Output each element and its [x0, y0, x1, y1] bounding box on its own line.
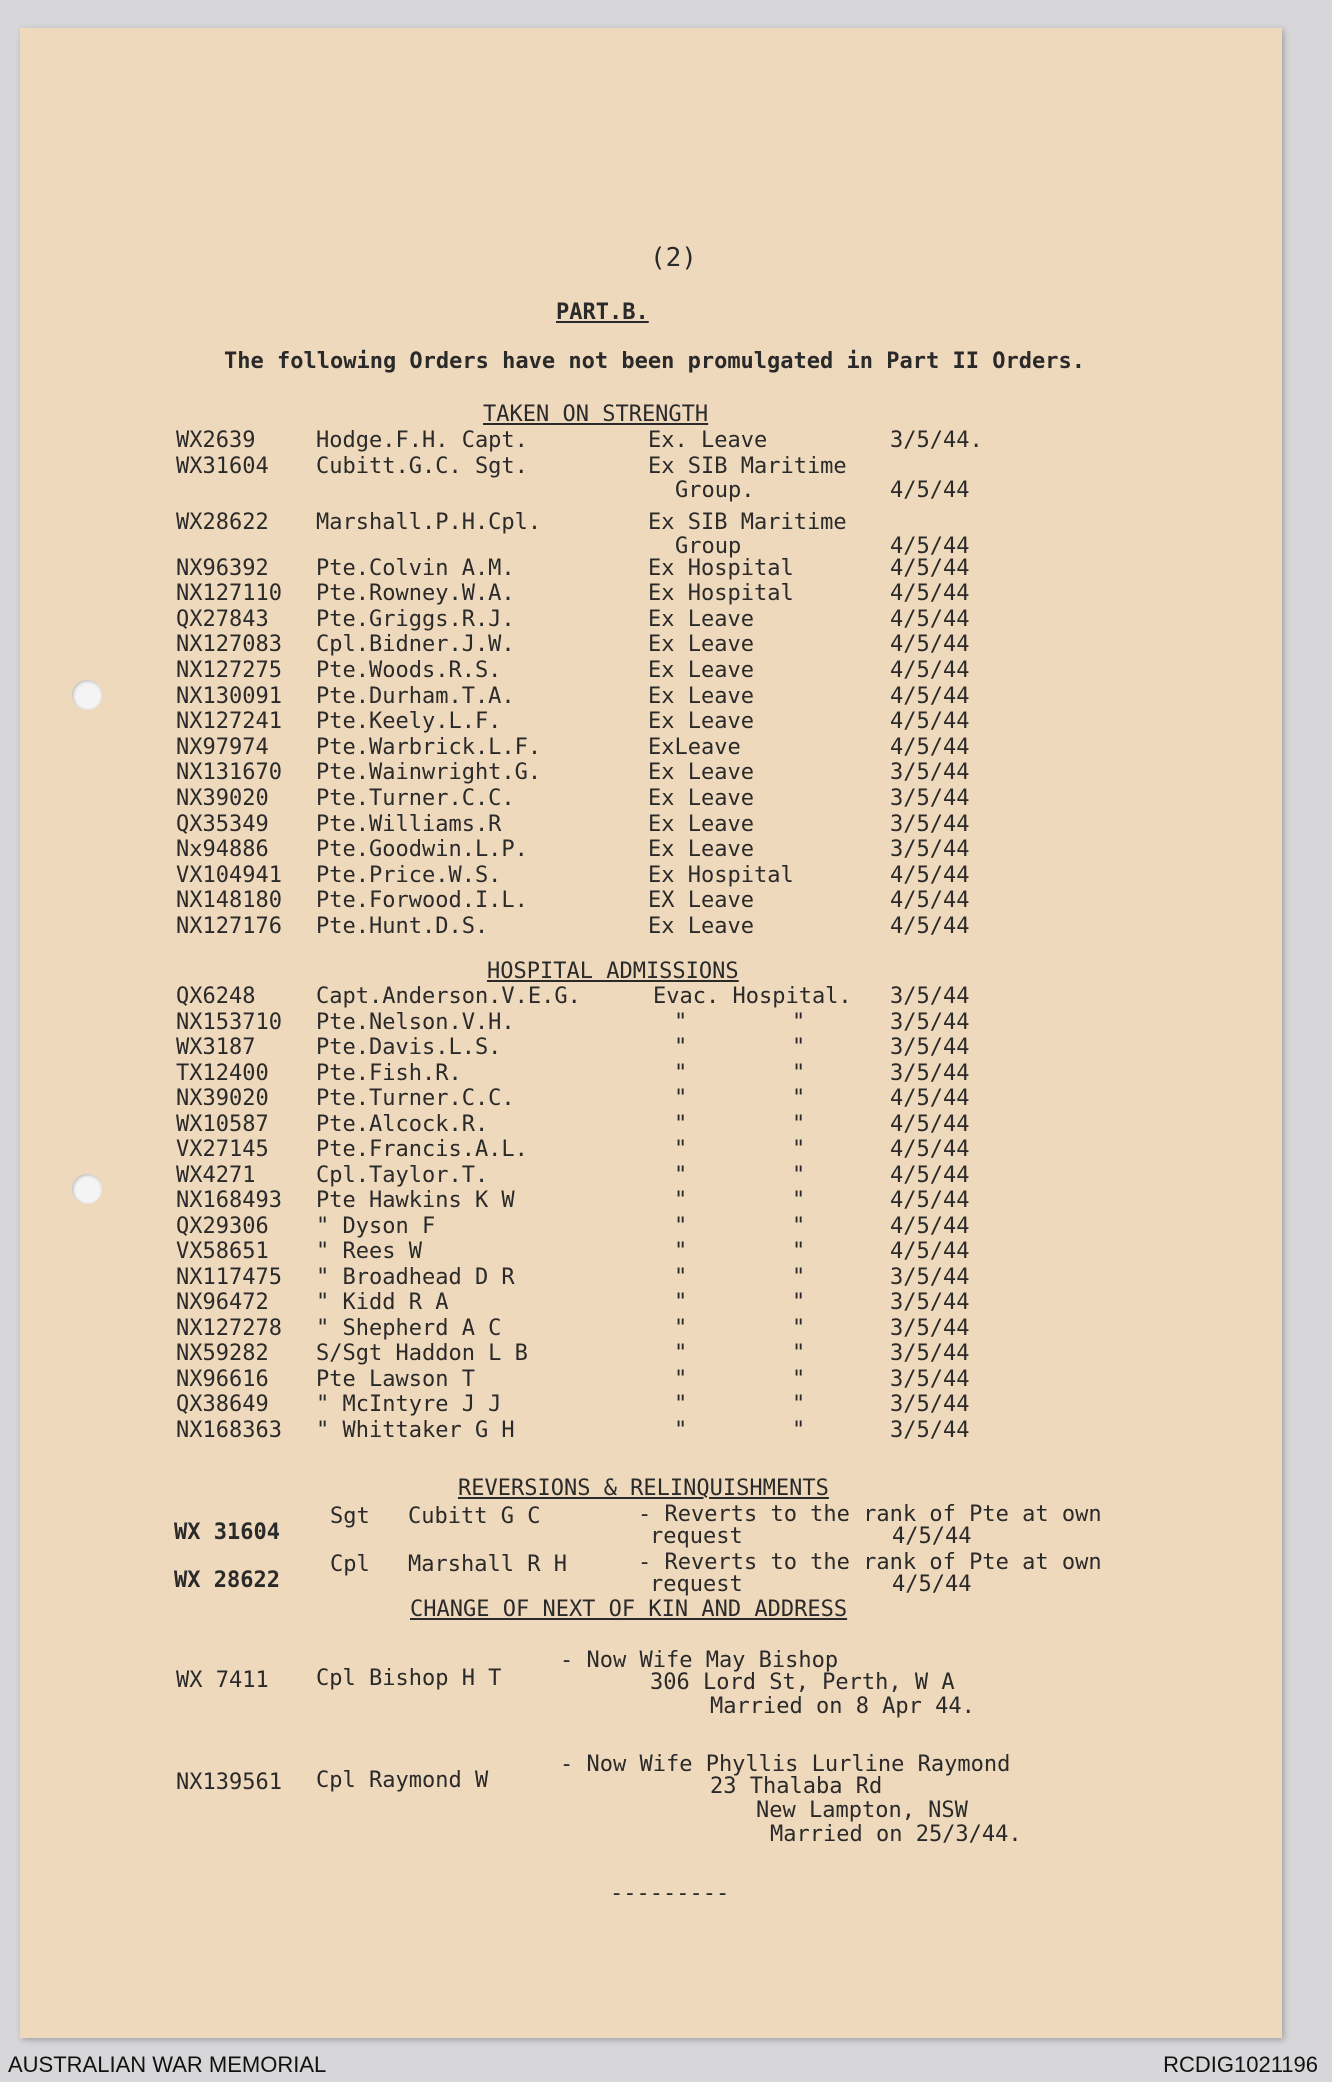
from-unit: Ex Leave [648, 658, 754, 683]
member-name: Pte.Nelson.V.H. [316, 1009, 515, 1035]
from-unit: Ex SIB Maritime [648, 509, 847, 535]
admitted-to: Evac. Hospital. [653, 984, 852, 1009]
ditto-mark: " [674, 1417, 688, 1443]
ditto-mark: " [792, 1341, 806, 1366]
effective-date: 3/5/44 [890, 786, 970, 811]
admission-date: 4/5/44 [890, 1239, 970, 1264]
from-unit-line2: Group [675, 533, 742, 559]
from-unit: Ex Leave [648, 760, 754, 786]
ditto-mark: " [792, 1392, 806, 1417]
effective-date: 4/5/44 [890, 683, 970, 709]
ditto-mark: " [674, 1264, 688, 1290]
service-number: Nx94886 [176, 837, 269, 863]
tos-row [20, 890, 1282, 916]
next-of-kin-heading: CHANGE OF NEXT OF KIN AND ADDRESS [410, 1597, 848, 1622]
hospital-row [20, 1315, 1282, 1344]
ditto-mark: " [792, 1366, 806, 1392]
ditto-mark: " [674, 1392, 688, 1417]
tos-row [20, 762, 1282, 788]
service-number: WX2639 [176, 428, 256, 453]
reversions-heading: REVERSIONS & RELINQUISHMENTS [458, 1476, 829, 1501]
tos-row [20, 683, 1282, 712]
ditto-mark: " [792, 1060, 806, 1086]
service-number: WX 7411 [176, 1668, 269, 1693]
effective-date: 3/5/44. [890, 428, 983, 453]
ditto-mark: " [674, 1213, 688, 1239]
service-number: QX38649 [176, 1392, 269, 1417]
effective-date: 4/5/44 [890, 581, 970, 607]
member-name: " Dyson F [316, 1213, 436, 1239]
member-name: Pte.Turner.C.C. [316, 1086, 515, 1111]
effective-date: 4/5/44 [890, 709, 970, 735]
hospital-row [20, 1394, 1282, 1420]
ditto-mark: " [674, 1315, 688, 1341]
ditto-mark: " [792, 1162, 806, 1188]
effective-date: 4/5/44 [892, 1572, 972, 1597]
member-name: Pte.Turner.C.C. [316, 786, 515, 811]
ditto-mark: " [792, 1290, 806, 1315]
ditto-mark: " [674, 1060, 688, 1086]
service-number: NX97974 [176, 734, 269, 760]
from-unit: Ex Leave [648, 683, 754, 709]
ditto-mark: " [792, 1264, 806, 1290]
from-unit: Ex Leave [648, 837, 754, 863]
service-number: NX127176 [176, 914, 282, 939]
ditto-mark: " [674, 1366, 688, 1392]
service-number: WX31604 [176, 453, 269, 479]
service-number: NX130091 [176, 683, 282, 709]
admission-date: 4/5/44 [890, 1162, 970, 1188]
from-unit: Ex Leave [648, 709, 754, 735]
from-unit: ExLeave [648, 734, 741, 760]
ditto-mark: " [674, 1009, 688, 1035]
from-unit-line2: Group. [675, 477, 755, 503]
tos-row [20, 916, 1282, 942]
hospital-row [20, 1162, 1282, 1191]
service-number: WX3187 [176, 1035, 256, 1060]
member-name: " Shepherd A C [316, 1315, 502, 1341]
member-name: Capt.Anderson.V.E.G. [316, 984, 581, 1009]
hospital-row [20, 1111, 1282, 1140]
admission-date: 4/5/44 [890, 1213, 970, 1239]
effective-date: 3/5/44 [890, 837, 970, 863]
admission-date: 3/5/44 [890, 1290, 970, 1315]
member-name: Cubitt G C [408, 1504, 541, 1529]
ditto-mark: " [674, 1188, 688, 1213]
member-name: " Kidd R A [316, 1290, 449, 1315]
ditto-mark: " [792, 1009, 806, 1035]
tos-row [20, 811, 1282, 840]
member-name: Marshall.P.H.Cpl. [316, 509, 542, 535]
tos-row [20, 430, 1282, 456]
member-name: Pte.Price.W.S. [316, 862, 502, 888]
service-number: NX39020 [176, 1086, 269, 1111]
address-line: 23 Thalaba Rd [710, 1774, 883, 1799]
tos-row [20, 453, 1282, 506]
from-unit: Ex Leave [648, 632, 754, 658]
intro-text: The following Orders have not been promulgated in Part II Orders. [224, 349, 1085, 374]
admission-date: 3/5/44 [890, 1392, 970, 1417]
reversion-text: - Reverts to the rank of Pte at own [638, 1502, 1102, 1527]
ditto-mark: " [674, 1035, 688, 1060]
hospital-row [20, 1343, 1282, 1369]
ditto-mark: " [792, 1213, 806, 1239]
hospital-row [20, 1088, 1282, 1114]
hospital-row [20, 1009, 1282, 1038]
effective-date: 4/5/44 [890, 606, 970, 632]
admission-date: 3/5/44 [890, 1341, 970, 1366]
address-line: Married on 25/3/44. [770, 1822, 1022, 1847]
service-number: NX127110 [176, 581, 282, 607]
ditto-mark: " [674, 1341, 688, 1366]
service-number: WX 28622 [174, 1568, 280, 1593]
ditto-mark: " [792, 1111, 806, 1137]
ditto-mark: " [674, 1239, 688, 1264]
ditto-mark: " [674, 1290, 688, 1315]
service-number: NX127275 [176, 658, 282, 683]
tos-row [20, 788, 1282, 814]
admission-date: 3/5/44 [890, 1315, 970, 1341]
service-number: NX96392 [176, 555, 269, 581]
from-unit: Ex Hospital [648, 555, 794, 581]
effective-date: 4/5/44 [890, 555, 970, 581]
effective-date: 4/5/44 [890, 914, 970, 939]
address-line: Married on 8 Apr 44. [710, 1694, 975, 1719]
service-number: QX6248 [176, 984, 256, 1009]
service-number: VX58651 [176, 1239, 269, 1264]
service-number: NX96616 [176, 1366, 269, 1392]
member-name: Cpl Bishop H T [316, 1666, 502, 1691]
admission-date: 3/5/44 [890, 1035, 970, 1060]
member-name: Pte.Colvin A.M. [316, 555, 515, 581]
member-name: Pte.Griggs.R.J. [316, 606, 515, 632]
member-name: Pte.Hunt.D.S. [316, 914, 489, 939]
service-number: VX27145 [176, 1137, 269, 1162]
effective-date: 4/5/44 [890, 477, 970, 503]
effective-date: 4/5/44 [890, 888, 970, 914]
service-number: WX 31604 [174, 1520, 280, 1545]
from-unit: Ex Hospital [648, 581, 794, 607]
footer-archive-name: AUSTRALIAN WAR MEMORIAL [8, 2052, 327, 2077]
member-name: Pte.Rowney.W.A. [316, 581, 515, 607]
service-number: WX10587 [176, 1111, 269, 1137]
reversion-text-line2: request [650, 1524, 743, 1549]
member-name: Pte.Wainwright.G. [316, 760, 542, 786]
address-line: 306 Lord St, Perth, W A [650, 1670, 955, 1695]
from-unit: EX Leave [648, 888, 754, 914]
member-name: S/Sgt Haddon L B [316, 1341, 528, 1366]
from-unit: Ex Leave [648, 606, 754, 632]
document-page [20, 28, 1282, 2038]
service-number: NX168493 [176, 1188, 282, 1213]
service-number: NX168363 [176, 1417, 282, 1443]
effective-date: 4/5/44 [890, 658, 970, 683]
admission-date: 4/5/44 [890, 1086, 970, 1111]
member-name: Pte.Durham.T.A. [316, 683, 515, 709]
member-name: Cubitt.G.C. Sgt. [316, 453, 528, 479]
tos-row [20, 862, 1282, 891]
service-number: NX153710 [176, 1009, 282, 1035]
end-marker: --------- [610, 1881, 730, 1906]
page-number: (2) [650, 243, 697, 273]
service-number: QX27843 [176, 606, 269, 632]
member-name: Hodge.F.H. Capt. [316, 428, 528, 453]
tos-row [20, 839, 1282, 865]
hospital-row [20, 1213, 1282, 1242]
tos-row [20, 555, 1282, 584]
tos-row [20, 606, 1282, 635]
tos-row [20, 583, 1282, 609]
ditto-mark: " [792, 1035, 806, 1060]
service-number: NX127083 [176, 632, 282, 658]
member-name: Pte.Goodwin.L.P. [316, 837, 528, 863]
hospital-row [20, 1241, 1282, 1267]
service-number: WX28622 [176, 509, 269, 535]
next-of-kin-text: - Now Wife Phyllis Lurline Raymond [560, 1752, 1011, 1777]
ditto-mark: " [674, 1162, 688, 1188]
service-number: QX35349 [176, 811, 269, 837]
member-name: Pte.Davis.L.S. [316, 1035, 502, 1060]
member-name: Pte.Williams.R [316, 811, 502, 837]
service-number: NX148180 [176, 888, 282, 914]
service-number: TX12400 [176, 1060, 269, 1086]
admission-date: 3/5/44 [890, 1417, 970, 1443]
ditto-mark: " [792, 1417, 806, 1443]
member-name: " McIntyre J J [316, 1392, 502, 1417]
from-unit: Ex Leave [648, 914, 754, 939]
tos-row [20, 660, 1282, 686]
ditto-mark: " [792, 1086, 806, 1111]
member-name: Pte.Forwood.I.L. [316, 888, 528, 914]
admission-date: 4/5/44 [890, 1111, 970, 1137]
effective-date: 3/5/44 [890, 811, 970, 837]
member-name: Cpl Raymond W [316, 1768, 489, 1793]
service-number: NX96472 [176, 1290, 269, 1315]
from-unit: Ex Leave [648, 786, 754, 811]
effective-date: 4/5/44 [890, 632, 970, 658]
address-line: New Lampton, NSW [756, 1798, 968, 1823]
service-number: VX104941 [176, 862, 282, 888]
service-number: NX39020 [176, 786, 269, 811]
admission-date: 3/5/44 [890, 1366, 970, 1392]
reversion-text-line2: request [650, 1572, 743, 1597]
hospital-row [20, 1139, 1282, 1165]
member-name: Pte.Fish.R. [316, 1060, 462, 1086]
ditto-mark: " [792, 1137, 806, 1162]
admission-date: 4/5/44 [890, 1137, 970, 1162]
member-name: Cpl.Taylor.T. [316, 1162, 489, 1188]
rank: Sgt [330, 1504, 370, 1529]
ditto-mark: " [674, 1137, 688, 1162]
service-number: QX29306 [176, 1213, 269, 1239]
tos-row [20, 634, 1282, 660]
hospital-row [20, 1292, 1282, 1318]
hospital-row [20, 1190, 1282, 1216]
service-number: NX131670 [176, 760, 282, 786]
ditto-mark: " [674, 1086, 688, 1111]
member-name: Pte Hawkins K W [316, 1188, 515, 1213]
reversion-text: - Reverts to the rank of Pte at own [638, 1550, 1102, 1575]
hospital-row [20, 1060, 1282, 1089]
footer-record-id: RCDIG1021196 [1163, 2052, 1318, 2077]
hospital-admissions-heading: HOSPITAL ADMISSIONS [487, 959, 739, 984]
taken-on-strength-heading: TAKEN ON STRENGTH [483, 402, 709, 427]
hospital-row [20, 1417, 1282, 1446]
hospital-row [20, 1264, 1282, 1293]
member-name: Pte.Woods.R.S. [316, 658, 502, 683]
ditto-mark: " [792, 1239, 806, 1264]
effective-date: 4/5/44 [890, 862, 970, 888]
from-unit: Ex. Leave [648, 428, 768, 453]
tos-row [20, 509, 1282, 562]
service-number: NX59282 [176, 1341, 269, 1366]
rank: Cpl [330, 1552, 370, 1577]
member-name: Cpl.Bidner.J.W. [316, 632, 515, 658]
service-number: NX139561 [176, 1770, 282, 1795]
member-name: Pte Lawson T [316, 1366, 475, 1392]
member-name: Pte.Alcock.R. [316, 1111, 489, 1137]
next-of-kin-text: - Now Wife May Bishop [560, 1648, 839, 1673]
member-name: " Broadhead D R [316, 1264, 515, 1290]
tos-row [20, 711, 1282, 737]
ditto-mark: " [792, 1188, 806, 1213]
service-number: NX127278 [176, 1315, 282, 1341]
from-unit: Ex Leave [648, 811, 754, 837]
effective-date: 4/5/44 [892, 1524, 972, 1549]
member-name: " Whittaker G H [316, 1417, 515, 1443]
admission-date: 3/5/44 [890, 984, 970, 1009]
hospital-row [20, 986, 1282, 1012]
service-number: WX4271 [176, 1162, 256, 1188]
service-number: NX117475 [176, 1264, 282, 1290]
admission-date: 4/5/44 [890, 1188, 970, 1213]
hospital-row [20, 1366, 1282, 1395]
from-unit: Ex Hospital [648, 862, 794, 888]
admission-date: 3/5/44 [890, 1009, 970, 1035]
effective-date: 3/5/44 [890, 760, 970, 786]
tos-row [20, 734, 1282, 763]
part-title: PART.B. [556, 300, 649, 325]
admission-date: 3/5/44 [890, 1264, 970, 1290]
member-name: Pte.Warbrick.L.F. [316, 734, 542, 760]
member-name: " Rees W [316, 1239, 422, 1264]
from-unit: Ex SIB Maritime [648, 453, 847, 479]
member-name: Pte.Keely.L.F. [316, 709, 502, 735]
member-name: Pte.Francis.A.L. [316, 1137, 528, 1162]
hospital-row [20, 1037, 1282, 1063]
ditto-mark: " [792, 1315, 806, 1341]
effective-date: 4/5/44 [890, 533, 970, 559]
admission-date: 3/5/44 [890, 1060, 970, 1086]
service-number: NX127241 [176, 709, 282, 735]
member-name: Marshall R H [408, 1552, 567, 1577]
effective-date: 4/5/44 [890, 734, 970, 760]
ditto-mark: " [674, 1111, 688, 1137]
